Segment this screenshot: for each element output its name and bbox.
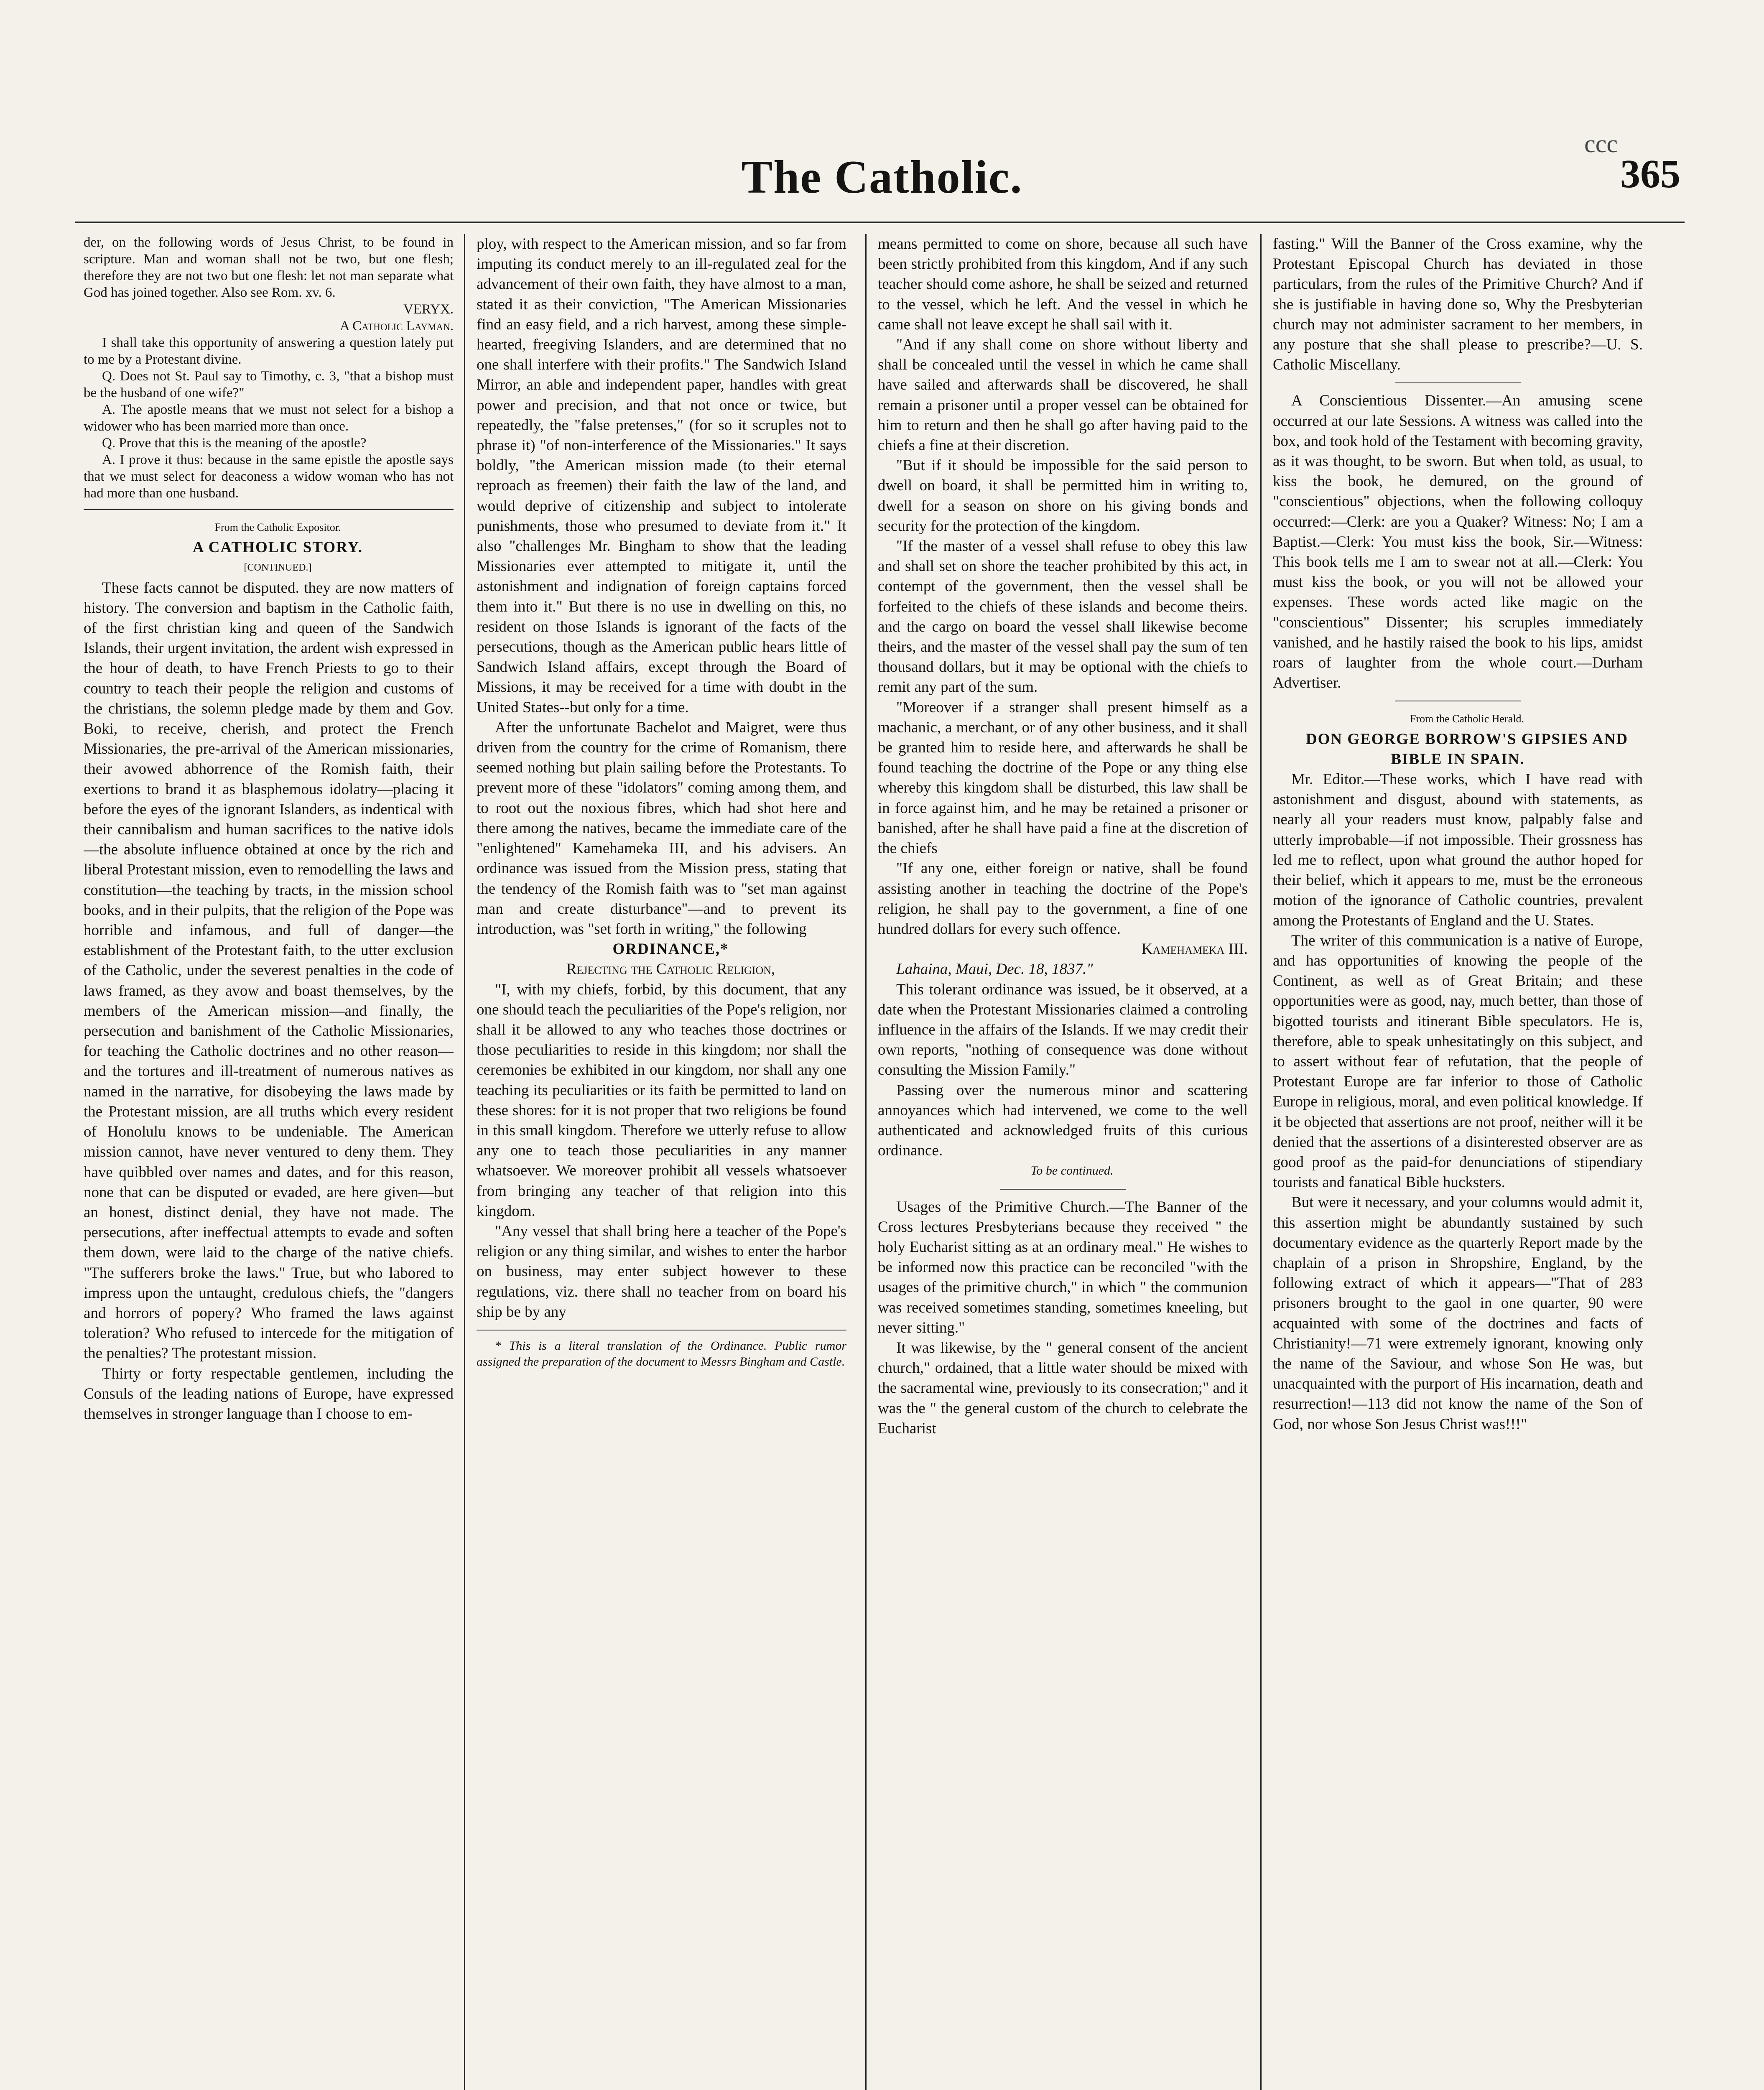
ordinance-title: ORDINANCE,*	[612, 940, 729, 958]
to-be-continued: To be continued.	[1030, 1164, 1114, 1178]
column-divider	[865, 234, 867, 2090]
ordinance-paragraph: "If any one, either foreign or native, shall be found assisting another in teaching the doctrine of the Pope's religion, he shall pay to the government, a fine of one hundred dollars for every such offence.	[878, 860, 1248, 938]
article-paragraph: This tolerant ordinance was issued, be it observed, at a date when the Protestant Missionaries claimed a controling influence in the affairs of the Islands. If we may credit their own reports, "nothing of consequence was done without consulting the Mission Family."	[878, 981, 1248, 1079]
section-rule	[1000, 1189, 1126, 1190]
source-credit: From the Catholic Expositor.	[214, 521, 341, 533]
source-credit: From the Catholic Herald.	[1410, 713, 1524, 725]
column-3	[878, 234, 1248, 2090]
question-2: Q. Prove that this is the meaning of the apostle?	[102, 436, 367, 451]
column-2	[477, 234, 846, 2090]
article-paragraph: ploy, with respect to the American mission, and so far from imputing its conduct merely to an ill-regulated zeal for the advancement of their own faith, they have almost to a man, stated it as their conviction, "The American Missionaries find an easy field, and a rich harvest, among these simple-hearted, freegiving Islanders, and are determined that no one shall interfere with their profits." The Sandwich Island Mirror, an able and independent paper, handles with great power and precision, and that not once or twice, but repeatedly, the "false pretenses," (for so it scruples not to phrase it) "of non-interference of the Missionaries." It says boldly, "the American mission made (to their eternal reproach as freemen) their faith the law of the land, and would deprive of citizenship and subject to intolerate punishments, those who presumed to deviate from it." It also "challenges Mr. Bingham to show that the leading Missionaries ever attempted to mitigate it, until the astonishment and indignation of foreign captains forced them into it." But there is no use in dwelling on this, no resident on those Islands is ignorant of the facts of the persecutions, though as the American public hears little of Sandwich Island affairs, except through the Board of Missions, it may be received for a time with doubt in the United States--but only for a time.	[477, 235, 846, 716]
section-rule	[1395, 382, 1521, 383]
page-number: 365	[1620, 151, 1680, 196]
header-rule	[75, 222, 1685, 223]
masthead	[84, 130, 1680, 209]
ordinance-paragraph: "And if any shall come on shore without liberty and shall be concealed until the vessel in which he came shall have sailed and afterwards shall be discovered, he shall remain a prisoner until a proper vessel can be obtained for him to return and then he shall go after having paid to the chiefs a fine at their discretion.	[878, 336, 1248, 454]
section-rule	[84, 509, 454, 510]
article-paragraph: fasting." Will the Banner of the Cross examine, why the Protestant Episcopal Church has deviated in those particulars, from the rules of the Primitive Church? And if she is justifiable in having done so, Why the Presbyterian church may not administer sacrament to her members, in any posture that she shall please to prescribe?—U. S. Catholic Miscellany.	[1273, 235, 1643, 374]
ordinance-paragraph: "I, with my chiefs, forbid, by this document, that any one should teach the peculiarities of the Pope's religion, nor shall it be allowed to any who teaches those doctrines or those peculiarities to reside in this kingdom; nor shall the ceremonies be exhibited in our kingdom, nor shall any one teaching its peculiarities or its faith be permitted to land on these shores: for it is not proper that two religions be found in this small kingdom. Therefore we utterly refuse to allow any one to teach those peculiarities in any manner whatsoever. We moreover prohibit all vessels whatsoever from bringing any teacher of that religion into this kingdom.	[477, 981, 846, 1220]
article-title: A CATHOLIC STORY.	[192, 539, 363, 556]
article-paragraph: Mr. Editor.—These works, which I have read with astonishment and disgust, abound with statements, as nearly all your readers must know, palpably false and utterly improbable—if not impossible. Their grossness has led me to reflect, upon what ground the author hoped for their belief, which it appears to me, must be the erroneous motion of the ignorance of Catholic countries, prevalent among the Protestants of England and the U. States.	[1273, 771, 1643, 929]
verax-signature: VERYX.	[403, 302, 454, 317]
ordinance-paragraph: "Moreover if a stranger shall present himself as a machanic, a merchant, or of any other business, and it shall be granted him to reside here, and afterwards he shall be found teaching the doctrine of the Pope or any thing else whereby this kingdom shall be disturbed, this law shall be in force against him, and he may be retained a prisoner or banished, after he shall have paid a fine at the discretion of the chiefs	[878, 698, 1248, 857]
intro-paragraph: der, on the following words of Jesus Christ, to be found in scripture. Man and woman shall not be two, but one flesh; therefore they are not two but one flesh: let not man separate what God has joined together. Also see Rom. xv. 6.	[84, 235, 454, 300]
article-paragraph: It was likewise, by the " general consent of the ancient church," ordained, that a little water should be mixed with the sacramental wine, previously to its consecration;" and it was the " the general custom of the church to celebrate the Eucharist	[878, 1339, 1248, 1437]
article-paragraph: A Conscientious Dissenter.—An amusing scene occurred at our late Sessions. A witness was called into the box, and took hold of the Testament with becoming gravity, as it was thought, to be sworn. But when told, as usual, to kiss the book, he demured, on the ground of "conscientious" objections, when the following colloquy occurred:—Clerk: are you a Quaker? Witness: No; I am a Baptist.—Clerk: You must kiss the book, Sir.—Witness: This book tells me I am to swear not at all.—Clerk: You must kiss the book, or you will not be allowed your expenses. These words acted like magic on the "conscientious" Dissenter; his scruples immediately vanished, and he hastily raised the book to his lips, amidst roars of laughter from the whole court.—Durham Advertiser.	[1273, 392, 1643, 692]
stray-mark: ccc	[1584, 130, 1618, 158]
article-paragraph: After the unfortunate Bachelot and Maigret, were thus driven from the country for the crime of Romanism, there seemed nothing but plain sailing before the Protestants. To prevent more of these "idolators" coming among them, and to root out the noxious fibres, which had shot here and there among the natives, became the immediate care of the "enlightened" Kamehameka III, and his advisers. An ordinance was issued from the Mission press, stating that the tendency of the Romish faith was to "set man against man and create disturbance"—and to prevent its introduction, was "set forth in writing," the following	[477, 719, 846, 938]
article-paragraph: Passing over the numerous minor and scattering annoyances which had intervened, we come to the well authenticated and acknowledged fruits of this curious ordinance.	[878, 1081, 1248, 1160]
ordinance-subtitle: Rejecting the Catholic Religion,	[566, 961, 775, 978]
article-paragraph: These facts cannot be disputed. they are now matters of history. The conversion and baptism in the Catholic faith, of the first christian king and queen of the Sandwich Islands, their urgent invitation, the ardent wish expressed in the hour of death, to have French Priests to go to their country to teach their people the religion and customs of the christians, the solemn pledge made by them and Gov. Boki, to receive, cherish, and protect the French Missionaries, the pre-arrival of the American missionaries, their avowed abhorrence of the Romish faith, their exertions to brand it as blasphemous idolatry—placing it before the eyes of the ignorant Islanders, as indentical with their cannibalism and human sacrifices to the native idols—the absolute influence obtained at once by the rich and liberal Protestant mission, even to remodelling the laws and constitution—the teaching by tracts, in the mission school books, and in their pulpits, that the religion of the Pope was horrible and infamous, and full of danger—the establishment of the Protestant faith, to the utter exclusion of the Catholic, under the severest penalties in the code of laws framed, as they avow and boast themselves, by the members of the American mission—and finally, the persecution and banishment of the Catholic Missionaries, for teaching the Catholic doctrines and no other reason—and the tortures and ill-treatment of numerous natives as named in the narrative, for disobeying the laws made by the Protestant mission, are all truths which every resident of Honolulu knows to be undeniable. The American mission cannot, have never ventured to deny them. They have quibbled over names and dates, and for this reason, none that can be disputed or evaded, are here given—but an honest, distinct denial, they have not made. The persecutions, after ineffectual attempts to evade and soften them down, were laid to the charge of the native chiefs. "The sufferers broke the laws." True, but who labored to impress upon the untaught, credulous chiefs, the "dangers and horrors of popery? Who framed the laws against toleration? Who refused to intercede for the mitigation of the penalties? The protestant mission.	[84, 579, 454, 1362]
article-paragraph: The writer of this communication is a native of Europe, and has opportunities of knowing the people of the Continent, as well as of Great Britain; and these opportunities were as good, nay, much better, than those of bigotted tourists and itinerant Bible speculators. He is, therefore, able to speak unhesitatingly on this subject, and to assert without fear of refutation, that the people of Protestant Europe are far inferior to those of Catholic Europe in religious, moral, and even political knowledge. If it be objected that assertions are not proof, neither will it be denied that the assertions of a disinterested observer are as good proof as the paid-for denunciations of stipendiary tourists and fanatical Bible hucksters.	[1273, 932, 1643, 1191]
answer-paragraph: I shall take this opportunity of answering a question lately put to me by a Protestant divine.	[84, 335, 454, 367]
article-title: DON GEORGE BORROW'S GIPSIES AND BIBLE IN SPAIN.	[1305, 730, 1629, 768]
article-paragraph: Thirty or forty respectable gentlemen, including the Consuls of the leading nations of Europe, have expressed themselves in stronger language than I choose to em-	[84, 1365, 454, 1422]
column-divider	[1260, 234, 1262, 2090]
ordinance-signature: Kamehameka III.	[1141, 940, 1248, 958]
footnote: * This is a literal translation of the Ordinance. Public rumor assigned the preparation of the document to Messrs Bingham and Castle.	[477, 1338, 846, 1369]
ordinance-paragraph: means permitted to come on shore, because all such have been strictly prohibited from this kingdom, And if any such teacher should come ashore, he shall be seized and returned to the vessel, which he left. And the vessel in which he came shall not leave except he shall sail with it.	[878, 235, 1248, 333]
article-paragraph: Usages of the Primitive Church.—The Banner of the Cross lectures Presbyterians because they received " the holy Eucharist sitting as at an ordinary meal." He wishes to be informed now this practice can be reconciled "with the usages of the primitive church," in which " the communion was received sometimes standing, sometimes kneeling, but never sitting."	[878, 1198, 1248, 1336]
answer-2: A. I prove it thus: because in the same epistle the apostle says that we must select for deaconess a widow woman who has not had more than one husband.	[84, 452, 454, 501]
verax-subtitle: A Catholic Layman.	[339, 319, 454, 334]
article-paragraph: But were it necessary, and your columns would admit it, this assertion might be abundantly sustained by such documentary evidence as the quarterly Report made by the chaplain of a prison in Shropshire, England, by the following extract of which it appears—"That of 283 prisoners brought to the gaol in one quarter, 90 were acquainted with some of the doctrines and facts of Christianity!—71 were extremely ignorant, knowing only the name of the Saviour, and whose Son He was, but unacquainted with the purport of His incarnation, death and resurrection!—113 did not know the name of the Son of God, nor whose Son Jesus Christ was!!!"	[1273, 1194, 1643, 1433]
answer-1: A. The apostle means that we must not select for a bishop a widower who has been married more than once.	[84, 402, 454, 434]
column-divider	[464, 234, 465, 2090]
question-1: Q. Does not St. Paul say to Timothy, c. 3, "that a bishop must be the husband of one wife?"	[84, 369, 454, 400]
ordinance-dateline: Lahaina, Maui, Dec. 18, 1837."	[896, 961, 1093, 978]
column-4	[1273, 234, 1643, 2090]
ordinance-paragraph: "Any vessel that shall bring here a teacher of the Pope's religion or any thing similar, and wishes to enter the harbor on business, may enter subject however to these regulations, viz. there shall no teacher from on board his ship be by any	[477, 1222, 846, 1320]
ordinance-paragraph: "If the master of a vessel shall refuse to obey this law and shall set on shore the teacher prohibited by this act, in contempt of the government, then the vessel shall be forfeited to the chiefs of these islands and become theirs. and the cargo on board the vessel shall likewise become theirs, and the master of the vessel shall pay the sum of ten thousand dollars, but it may be optional with the chiefs to remit any part of the sum.	[878, 538, 1248, 696]
ordinance-paragraph: "But if it should be impossible for the said person to dwell on board, it shall be permitted him in writing to, dwell for a season on shore on his giving bonds and security for the protection of the kingdom.	[878, 457, 1248, 535]
continued-note: [CONTINUED.]	[244, 562, 312, 573]
column-1	[84, 234, 454, 2090]
newspaper-title: The Catholic.	[741, 151, 1023, 203]
